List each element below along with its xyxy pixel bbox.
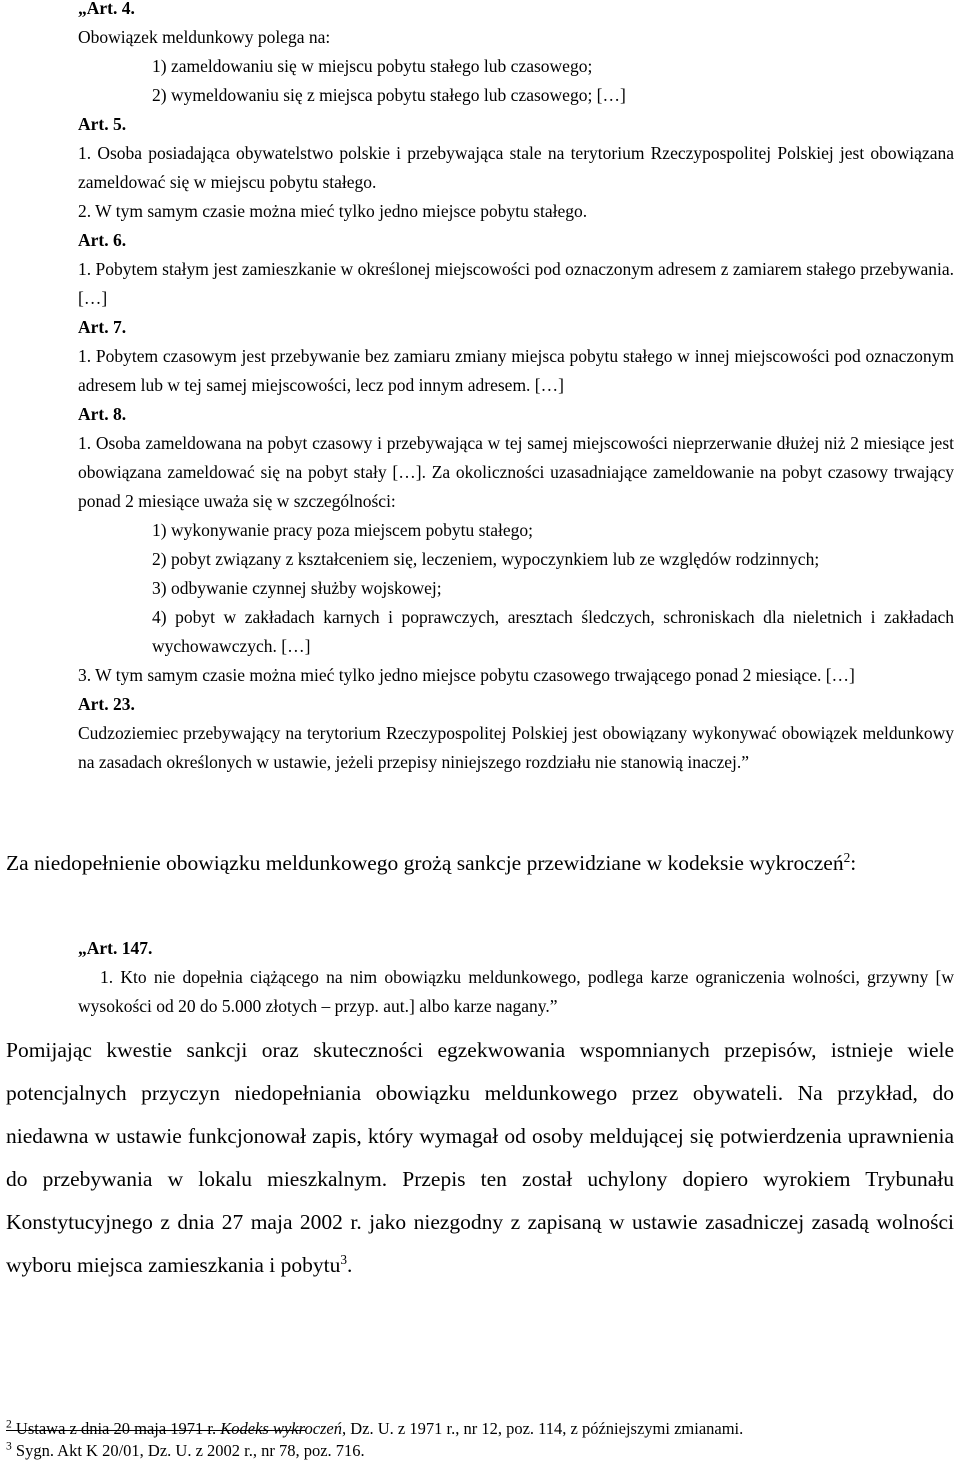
- footnote-text: Ustawa z dnia 20 maja 1971 r.: [15, 1419, 221, 1438]
- article-heading: Art. 23.: [78, 694, 135, 714]
- article-text: 1. Osoba zameldowana na pobyt czasowy i przebywająca w tej samej miejscowości nieprzerwanie dłużej niż 2 miesiące jest obowiązana zameldować się na pobyt stały […]. Za okoliczności uzasadniające zameldowanie na pobyt czasowy trwający ponad 2 miesiące uważa się w szczególności:: [78, 433, 954, 511]
- list-item: 2) pobyt związany z kształceniem się, leczeniem, wypoczynkiem lub ze względów rodzinnych;: [152, 549, 820, 569]
- article-text: 1. Osoba posiadająca obywatelstwo polskie i przebywająca stale na terytorium Rzeczypospolitej Polskiej jest obowiązana zameldować się w miejscu pobytu stałego.: [78, 143, 954, 192]
- list-item: 1) wykonywanie pracy poza miejscem pobytu stałego;: [152, 520, 534, 540]
- article-heading: Art. 5.: [78, 114, 127, 134]
- list-item: 4) pobyt w zakładach karnych i poprawczych, aresztach śledczych, schroniskach dla nieletnich i zakładach wychowawczych. […]: [152, 607, 954, 656]
- footnote-ref[interactable]: 3: [340, 1251, 348, 1267]
- paragraph-tail: .: [347, 1253, 353, 1277]
- article-heading: „Art. 4.: [78, 0, 135, 18]
- article-heading: „Art. 147.: [78, 938, 153, 958]
- footnote-ref[interactable]: 2: [843, 849, 851, 865]
- article-text: Cudzoziemiec przebywający na terytorium Rzeczypospolitej Polskiej jest obowiązany wykonywać obowiązek meldunkowy na zasadach określonych w ustawie, jeżeli przepisy niniejszego rozdziału nie stanowią inaczej.”: [78, 723, 954, 772]
- article-text: 1. Pobytem stałym jest zamieszkanie w określonej miejscowości pod oznaczonym adresem z zamiarem stałego przebywania. […]: [78, 259, 954, 308]
- body-paragraph: [6, 1029, 954, 1287]
- article-text: 2. W tym samym czasie można mieć tylko jedno miejsce pobytu stałego.: [78, 201, 588, 221]
- paragraph-text: Pomijając kwestie sankcji oraz skuteczności egzekwowania wspomnianych przepisów, istnieje wiele potencjalnych przyczyn niedopełniania obowiązku meldunkowego przez obywateli. Na przykład, do niedawna w ustawie funkcjonował zapis, który wymagał od osoby meldującej się potwierdzenia uprawnienia do przebywania w lokalu mieszkalnym. Przepis ten został uchylony dopiero wyrokiem Trybunału Konstytucyjnego z dnia 27 maja 2002 r. jako niezgodny z zapisaną w ustawie zasadniczej zasadą wolności wyboru miejsca zamieszkania i pobytu: [6, 1038, 954, 1277]
- body-paragraph: [6, 842, 954, 885]
- footnote: [6, 1440, 954, 1462]
- footnote-number: 3: [6, 1440, 12, 1453]
- article-text: 1. Kto nie dopełnia ciążącego na nim obowiązku meldunkowego, podlega karze ograniczenia wolności, grzywny [w wysokości od 20 do 5.000 złotych – przyp. aut.] albo karze nagany.”: [78, 967, 954, 1016]
- article-text: 3. W tym samym czasie można mieć tylko jedno miejsce pobytu czasowego trwającego ponad 2 miesiące. […]: [78, 665, 855, 685]
- footnote-text: Sygn. Akt K 20/01, Dz. U. z 2002 r., nr 78, poz. 716.: [15, 1441, 365, 1460]
- list-item: 2) wymeldowaniu się z miejsca pobytu stałego lub czasowego; […]: [152, 85, 626, 105]
- article-heading: Art. 8.: [78, 404, 127, 424]
- paragraph-text: Za niedopełnienie obowiązku meldunkowego grożą sankcje przewidziane w kodeksie wykroczeń: [6, 851, 844, 875]
- article-text: Obowiązek meldunkowy polega na:: [78, 27, 331, 47]
- article-heading: Art. 6.: [78, 230, 127, 250]
- statute-quote-block: [78, 934, 954, 1021]
- list-item: 1) zameldowaniu się w miejscu pobytu stałego lub czasowego;: [152, 56, 593, 76]
- footnote-text: , Dz. U. z 1971 r., nr 12, poz. 114, z późniejszymi zmianami.: [342, 1419, 744, 1438]
- footnote-number: 2: [6, 1418, 12, 1431]
- footnote-title: Kodeks wykroczeń: [220, 1419, 343, 1438]
- footnote: [6, 1418, 954, 1440]
- list-item: 3) odbywanie czynnej służby wojskowej;: [152, 578, 442, 598]
- paragraph-tail: :: [850, 851, 857, 875]
- statute-quote-block: [78, 0, 954, 777]
- article-heading: Art. 7.: [78, 317, 127, 337]
- article-text: 1. Pobytem czasowym jest przebywanie bez zamiaru zmiany miejsca pobytu stałego w innej miejscowości pod oznaczonym adresem lub w tej samej miejscowości, lecz pod innym adresem. […]: [78, 346, 954, 395]
